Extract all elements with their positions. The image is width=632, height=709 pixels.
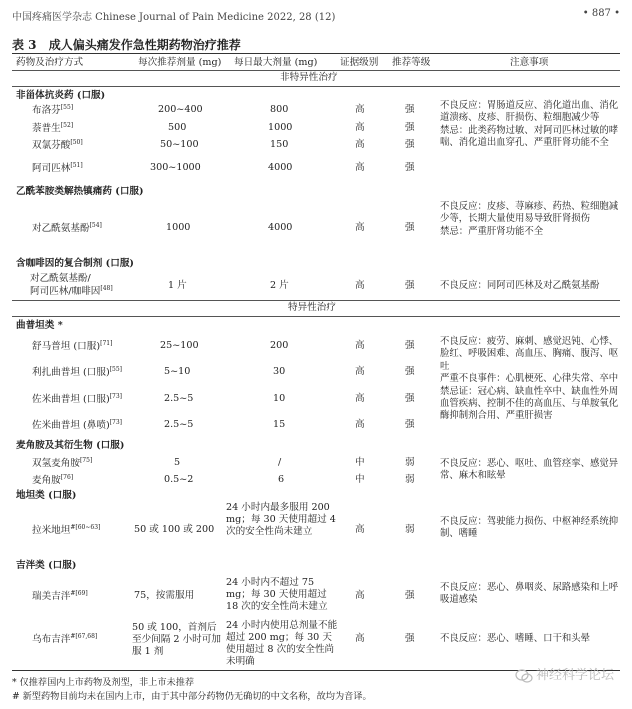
evidence-value: 高 xyxy=(355,590,365,601)
evidence-value: 中 xyxy=(355,457,365,468)
grade-value: 强 xyxy=(405,162,415,173)
grade-value: 强 xyxy=(405,122,415,133)
page-number: • 887 • xyxy=(582,8,620,19)
evidence-value: 高 xyxy=(355,366,365,377)
notes-ergots xyxy=(440,458,625,483)
drug-name: 乌布吉泮$^{\#[67,68]}$ xyxy=(32,633,98,646)
journal-citation: 中国疼痛医学杂志 Chinese Journal of Pain Medicine 2022, 28 (12) xyxy=(12,12,336,23)
grade-value: 强 xyxy=(405,633,415,644)
table-caption: 成人偏头痛发作急性期药物治疗推荐 xyxy=(48,38,241,52)
notes-caffeine xyxy=(440,280,625,292)
group-caffeine: 含咖啡因的复合制剂 (口服) xyxy=(16,258,134,269)
section-nonspecific-rule xyxy=(12,86,620,87)
evidence-value: 高 xyxy=(355,393,365,404)
drug-name: 佐米曲普坦 (鼻喷)[73] xyxy=(32,419,123,432)
group-gepants: 吉泮类 (口服) xyxy=(16,560,77,571)
drug-name: 阿司匹林[51] xyxy=(32,162,83,175)
grade-value: 强 xyxy=(405,139,415,150)
grade-value: 强 xyxy=(405,419,415,430)
group-ergots: 麦角胺及其衍生物 (口服) xyxy=(16,440,125,451)
drug-name: 双氯芬酸[50] xyxy=(32,139,83,152)
col-header-evidence: 证据级别 xyxy=(340,57,379,68)
note-text: 不良反应：恶心、嗜睡、口干和头晕 xyxy=(440,633,591,644)
dose-value: 50 或 100，首剂后至少间隔 2 小时可加服 1 剂 xyxy=(132,622,221,657)
drug-name-line2: 阿司匹林/咖啡因[48] xyxy=(30,285,113,298)
group-acetaminophen: 乙酰苯胺类解热镇痛药 (口服) xyxy=(16,186,144,197)
grade-value: 强 xyxy=(405,590,415,601)
note-text: 不良反应：同阿司匹林及对乙酰氨基酚 xyxy=(440,280,600,291)
dose-value: 25~100 xyxy=(160,340,199,351)
dose-value: 75，按需服用 xyxy=(134,590,195,601)
note-text: 不良反应：驾驶能力损伤、中枢神经系统抑制、嗜睡 xyxy=(440,516,619,540)
evidence-value: 高 xyxy=(355,524,365,535)
col-header-drug: 药物及治疗方式 xyxy=(16,57,84,68)
grade-value: 强 xyxy=(405,393,415,404)
notes-gepant-2 xyxy=(440,633,625,645)
note-text: 不良反应：皮疹、荨麻疹、药热、粒细胞减少等，长期大量使用易导致肝肾损伤 xyxy=(440,201,619,225)
dose-value: 2.5~5 xyxy=(164,419,194,430)
evidence-value: 高 xyxy=(355,139,365,150)
col-header-dose: 每次推荐剂量 (mg) xyxy=(138,57,222,68)
running-head xyxy=(12,8,620,24)
dose-value: 5~10 xyxy=(164,366,191,377)
max-value: 30 xyxy=(273,366,286,377)
grade-value: 弱 xyxy=(405,474,415,485)
drug-name: 利扎曲普坦 (口服)[55] xyxy=(32,366,123,379)
max-value: 6 xyxy=(278,474,285,485)
watermark-text: 神经科学论坛 xyxy=(535,668,614,683)
section-specific-top-rule xyxy=(12,300,620,301)
evidence-value: 高 xyxy=(355,104,365,115)
drug-name: 布洛芬[55] xyxy=(32,104,74,117)
grade-value: 弱 xyxy=(405,524,415,535)
drug-name-line1: 对乙酰氨基酚/ xyxy=(30,273,91,284)
drug-name: 麦角胺[76] xyxy=(32,474,74,487)
section-nonspecific: 非特异性治疗 xyxy=(280,72,338,83)
footnote-star: * 仅推荐国内上市药物及剂型，非上市未推荐 xyxy=(12,677,195,688)
section-specific: 特异性治疗 xyxy=(288,302,336,313)
grade-value: 强 xyxy=(405,366,415,377)
group-ditans: 地坦类 (口服) xyxy=(16,490,77,501)
max-value: 24 小时内最多服用 200 mg；每 30 天使用超过 4 次的安全性尚未建立 xyxy=(226,502,336,537)
evidence-value: 中 xyxy=(355,474,365,485)
drug-name: 拉米地坦$^{\#[60\sim 63]}$ xyxy=(32,524,101,537)
max-value: 24 小时内使用总剂量不能超过 200 mg；每 30 天使用超过 8 次的安全性尚未明确 xyxy=(226,620,338,667)
grade-value: 强 xyxy=(405,104,415,115)
notes-triptans xyxy=(440,336,625,423)
notes-ditans xyxy=(440,516,625,541)
dose-value: 1000 xyxy=(166,222,191,233)
note-text: 不良反应：疲劳、麻刺、感觉迟钝、心悸、脸红、呼吸困难、高血压、胸痛、腹泻、呕吐 xyxy=(440,336,619,372)
col-header-max: 每日最大剂量 (mg) xyxy=(234,57,318,68)
dose-value: 500 xyxy=(168,122,187,133)
dose-value: 2.5~5 xyxy=(164,393,194,404)
watermark xyxy=(515,664,614,683)
max-value: 150 xyxy=(270,139,289,150)
evidence-value: 高 xyxy=(355,633,365,644)
max-value: 2 片 xyxy=(270,280,289,291)
note-text: 禁忌：此类药物过敏、对阿司匹林过敏的哮喘、消化道出血穿孔、严重肝肾功能不全 xyxy=(440,124,619,149)
wechat-icon xyxy=(515,669,533,683)
evidence-value: 高 xyxy=(355,340,365,351)
drug-name: 佐米曲普坦 (口服)[73] xyxy=(32,393,123,406)
drug-name: 萘普生[52] xyxy=(32,122,74,135)
col-header-grade: 推荐等级 xyxy=(392,57,431,68)
notes-acetaminophen xyxy=(440,201,625,238)
evidence-value: 高 xyxy=(355,122,365,133)
max-value: 200 xyxy=(270,340,289,351)
dose-value: 300~1000 xyxy=(150,162,201,173)
notes-nsaid xyxy=(440,100,625,150)
grade-value: 弱 xyxy=(405,457,415,468)
grade-value: 强 xyxy=(405,340,415,351)
drug-name: 对乙酰氨基酚[54] xyxy=(32,222,102,235)
table-number: 表 3 xyxy=(12,38,37,52)
dose-value: 200~400 xyxy=(158,104,203,115)
dose-value: 5 xyxy=(174,457,181,468)
max-value: 1000 xyxy=(268,122,293,133)
max-value: 800 xyxy=(270,104,289,115)
max-value: / xyxy=(278,457,282,468)
evidence-value: 高 xyxy=(355,222,365,233)
dose-value: 1 片 xyxy=(168,280,187,291)
grade-value: 强 xyxy=(405,280,415,291)
note-text: 严重不良事件：心肌梗死、心律失常、卒中 xyxy=(440,373,619,385)
note-text: 不良反应：恶心、呕吐、血管痉挛、感觉异常、麻木和眩晕 xyxy=(440,458,619,482)
grade-value: 强 xyxy=(405,222,415,233)
evidence-value: 高 xyxy=(355,419,365,430)
table-title xyxy=(12,36,241,53)
group-triptans: 曲普坦类 * xyxy=(16,320,63,331)
group-nsaid: 非甾体抗炎药 (口服) xyxy=(16,90,106,101)
dose-value: 0.5~2 xyxy=(164,474,194,485)
notes-gepant-1 xyxy=(440,582,625,607)
max-value: 4000 xyxy=(268,222,293,233)
table-top-rule xyxy=(12,53,620,54)
dose-value: 50 或 100 或 200 xyxy=(134,524,215,535)
drug-name: 舒马普坦 (口服)[71] xyxy=(32,340,113,353)
dose-value: 50~100 xyxy=(160,139,199,150)
note-text: 不良反应：恶心、鼻咽炎、尿路感染和上呼吸道感染 xyxy=(440,582,619,606)
note-text: 禁忌：严重肝肾功能不全 xyxy=(440,225,544,237)
footnote-hash: # 新型药物目前均未在国内上市，由于其中部分药物仍无确切的中文名称，故均为音译。 xyxy=(12,691,372,702)
max-value: 15 xyxy=(273,419,286,430)
col-header-notes: 注意事项 xyxy=(510,57,549,68)
drug-name: 瑞美吉泮$^{\#[69]}$ xyxy=(32,590,88,603)
evidence-value: 高 xyxy=(355,162,365,173)
section-specific-rule xyxy=(12,316,620,317)
max-value: 24 小时内不超过 75 mg；每 30 天使用超过 18 次的安全性尚未建立 xyxy=(226,577,328,612)
max-value: 10 xyxy=(273,393,286,404)
max-value: 4000 xyxy=(268,162,293,173)
note-text: 禁忌证：冠心病、缺血性卒中、缺血性外周血管疾病、控制不佳的高血压、与单胺氧化酶抑制剂合用、严重肝损害 xyxy=(440,385,619,422)
header-bottom-rule xyxy=(12,70,620,71)
evidence-value: 高 xyxy=(355,280,365,291)
drug-name: 双氢麦角胺[75] xyxy=(32,457,93,470)
note-text: 不良反应：胃肠道反应、消化道出血、消化道溃疡、皮疹、肝损伤、粒细胞减少等 xyxy=(440,100,619,124)
